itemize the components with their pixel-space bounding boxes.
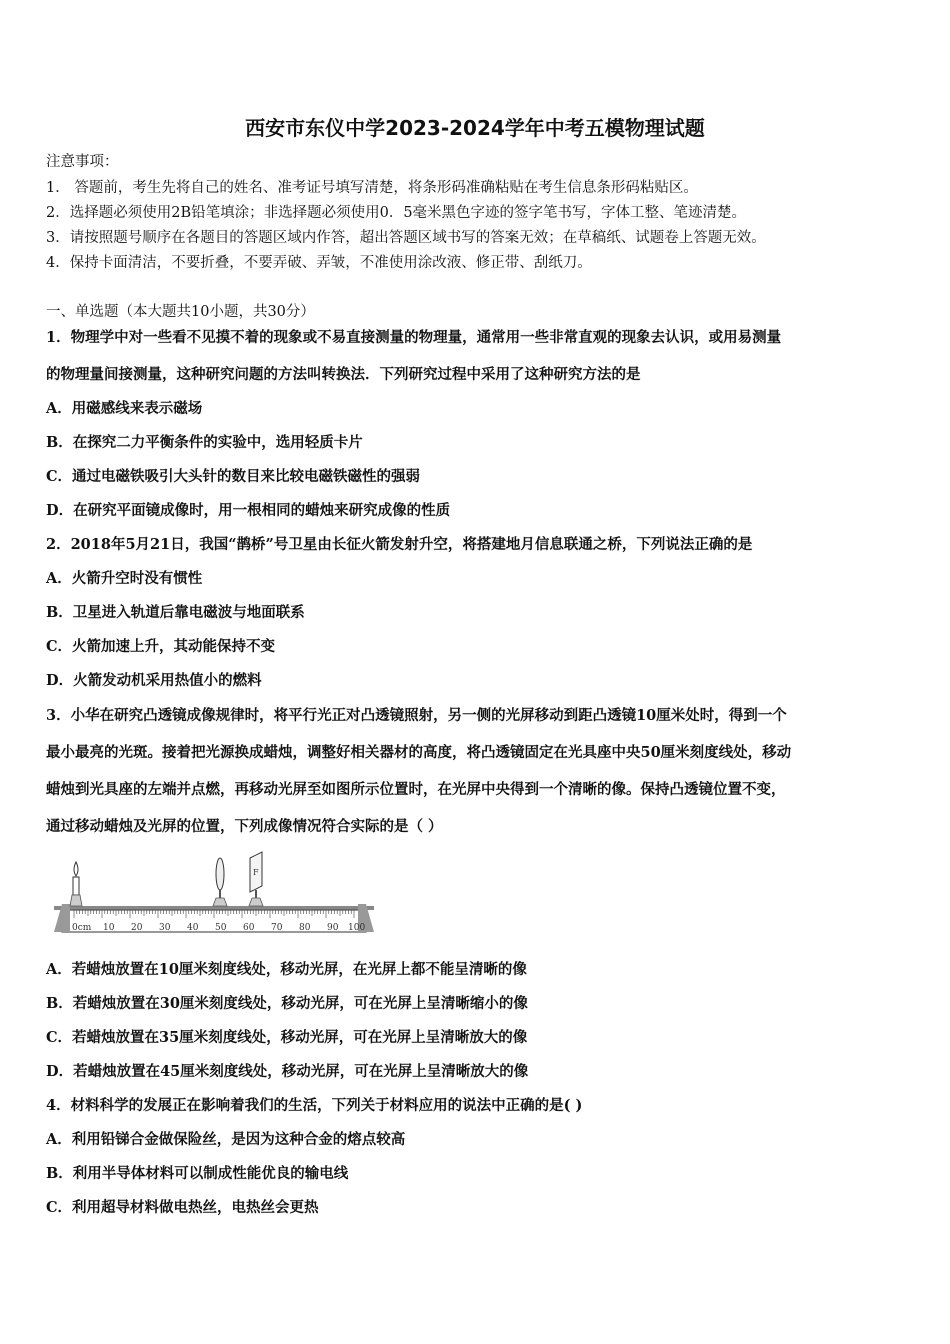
scale-label: 90: [327, 923, 339, 933]
scale-label: 70: [271, 923, 283, 933]
scale-label: 30: [159, 923, 171, 933]
scale-label: 10: [103, 923, 115, 933]
question-1-option-d: D．在研究平面镜成像时，用一根相同的蜡烛来研究成像的性质: [46, 502, 451, 519]
question-3-stem: 通过移动蜡烛及光屏的位置，下列成像情况符合实际的是（ ）: [46, 818, 443, 835]
scale-label: 50: [215, 923, 227, 933]
question-3-option-b: B．若蜡烛放置在30厘米刻度线处，移动光屏，可在光屏上呈清晰缩小的像: [46, 995, 528, 1012]
question-1-option-a: A．用磁感线来表示磁场: [46, 400, 203, 417]
notice-heading: 注意事项：: [46, 154, 119, 170]
scale-label: 20: [131, 923, 143, 933]
scale-label: 100: [348, 923, 366, 933]
question-2-option-b: B．卫星进入轨道后靠电磁波与地面联系: [46, 604, 305, 621]
question-1-stem: 的物理量间接测量，这种研究问题的方法叫转换法．下列研究过程中采用了这种研究方法的是: [46, 366, 641, 383]
question-3-option-a: A．若蜡烛放置在10厘米刻度线处，移动光屏，在光屏上都不能呈清晰的像: [46, 961, 527, 978]
notice-item: 2．选择题必须使用2B铅笔填涂；非选择题必须使用0．5毫米黑色字迹的签字笔书写，字体工整、笔迹清楚。: [46, 205, 747, 221]
question-2-option-a: A．火箭升空时没有惯性: [46, 570, 203, 587]
question-3-stem: 3．小华在研究凸透镜成像规律时，将平行光正对凸透镜照射，另一侧的光屏移动到距凸透镜10厘米处时，得到一个: [46, 707, 787, 724]
candle-icon: [70, 862, 82, 906]
convex-lens-icon: [213, 858, 227, 906]
scale-label: 80: [299, 923, 311, 933]
notice-item: 1． 答题前，考生先将自己的姓名、准考证号填写清楚，将条形码准确粘贴在考生信息条形码粘贴区。: [46, 180, 698, 196]
notice-item: 3．请按照题号顺序在各题目的答题区域内作答，超出答题区域书写的答案无效；在草稿纸、试题卷上答题无效。: [46, 230, 766, 246]
scale-label: 0cm: [72, 923, 92, 933]
scale-label: 40: [187, 923, 199, 933]
question-3-stem: 最小最亮的光斑。接着把光源换成蜡烛，调整好相关器材的高度，将凸透镜固定在光具座中央50厘米刻度线处，移动: [46, 744, 792, 761]
optical-bench-figure: [48, 848, 380, 936]
light-screen-icon: [249, 852, 263, 906]
section-heading: 一、单选题（本大题共10小题，共30分）: [46, 304, 315, 320]
screen-mark: F: [253, 868, 259, 877]
question-2-option-d: D．火箭发动机采用热值小的燃料: [46, 672, 262, 689]
question-4-option-c: C．利用超导材料做电热丝，电热丝会更热: [46, 1199, 319, 1216]
question-1-stem: 1．物理学中对一些看不见摸不着的现象或不易直接测量的物理量，通常用一些非常直观的现象去认识，或用易测量: [46, 329, 782, 346]
scale-label: 60: [243, 923, 255, 933]
question-2-stem: 2．2018年5月21日，我国“鹊桥”号卫星由长征火箭发射升空，将搭建地月信息联通之桥，下列说法正确的是: [46, 536, 753, 553]
question-3-stem: 蜡烛到光具座的左端并点燃，再移动光屏至如图所示位置时，在光屏中央得到一个清晰的像。保持凸透镜位置不变，: [46, 781, 786, 798]
question-4-option-b: B．利用半导体材料可以制成性能优良的输电线: [46, 1165, 349, 1182]
notice-item: 4．保持卡面清洁，不要折叠，不要弄破、弄皱，不准使用涂改液、修正带、刮纸刀。: [46, 255, 592, 271]
question-3-option-c: C．若蜡烛放置在35厘米刻度线处，移动光屏，可在光屏上呈清晰放大的像: [46, 1029, 528, 1046]
question-4-stem: 4．材料科学的发展正在影响着我们的生活，下列关于材料应用的说法中正确的是( ): [46, 1097, 583, 1114]
exam-title: 西安市东仪中学2023-2024学年中考五模物理试题: [245, 116, 705, 140]
question-1-option-b: B．在探究二力平衡条件的实验中，选用轻质卡片: [46, 434, 363, 451]
question-4-option-a: A．利用铅锑合金做保险丝，是因为这种合金的熔点较高: [46, 1131, 406, 1148]
question-3-option-d: D．若蜡烛放置在45厘米刻度线处，移动光屏，可在光屏上呈清晰放大的像: [46, 1063, 529, 1080]
question-2-option-c: C．火箭加速上升，其动能保持不变: [46, 638, 276, 655]
question-1-option-c: C．通过电磁铁吸引大头针的数目来比较电磁铁磁性的强弱: [46, 468, 421, 485]
